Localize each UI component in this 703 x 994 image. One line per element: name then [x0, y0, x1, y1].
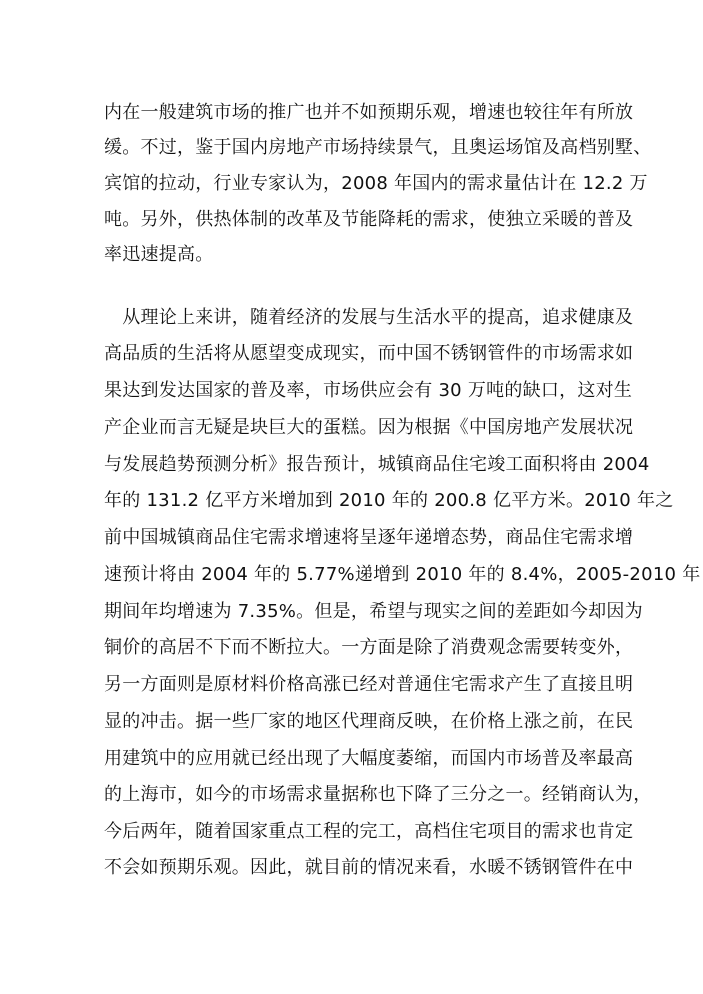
paragraph-2-line-6: 年的 131.2 亿平方米增加到 2010 年的 200.8 亿平方米。2010 年之 — [104, 490, 674, 511]
paragraph-2-line-13: 用建筑中的应用就已经出现了大幅度萎缩，而国内市场普及率最高 — [104, 748, 634, 769]
paragraph-2-line-2: 高品质的生活将从愿望变成现实，而中国不锈钢管件的市场需求如 — [104, 343, 634, 364]
paragraph-2-line-7: 前中国城镇商品住宅需求增速将呈逐年递增态势，商品住宅需求增 — [104, 527, 634, 548]
paragraph-1-line-1: 内在一般建筑市场的推广也并不如预期乐观，增速也较往年有所放 — [104, 102, 634, 123]
paragraph-2-line-10: 铜价的高居不下而不断拉大。一方面是除了消费观念需要转变外， — [104, 637, 634, 658]
paragraph-1-line-2: 缓。不过，鉴于国内房地产市场持续景气，且奥运场馆及高档别墅、 — [104, 137, 652, 158]
paragraph-2-line-11: 另一方面则是原材料价格高涨已经对普通住宅需求产生了直接且明 — [104, 674, 634, 695]
paragraph-1-line-3: 宾馆的拉动，行业专家认为，2008 年国内的需求量估计在 12.2 万 — [104, 173, 648, 194]
paragraph-2-line-5: 与发展趋势预测分析》报告预计，城镇商品住宅竣工面积将由 2004 — [104, 454, 650, 475]
paragraph-1-line-5: 率迅速提高。 — [104, 244, 214, 265]
paragraph-2-line-14: 的上海市，如今的市场需求量据称也下降了三分之一。经销商认为， — [104, 784, 652, 805]
paragraph-2-line-8: 速预计将由 2004 年的 5.77%递增到 2010 年的 8.4%，2005-2010 年 — [104, 564, 701, 585]
paragraph-2-line-1: 从理论上来讲，随着经济的发展与生活水平的提高，追求健康及 — [104, 307, 634, 328]
paragraph-2-line-12: 显的冲击。据一些厂家的地区代理商反映，在价格上涨之前，在民 — [104, 711, 634, 732]
paragraph-2-line-3: 果达到发达国家的普及率，市场供应会有 30 万吨的缺口，这对生 — [104, 380, 633, 401]
paragraph-2-line-15: 今后两年，随着国家重点工程的完工，高档住宅项目的需求也肯定 — [104, 821, 634, 842]
paragraph-1-line-4: 吨。另外，供热体制的改革及节能降耗的需求，使独立采暖的普及 — [104, 209, 634, 230]
paragraph-2-line-16: 不会如预期乐观。因此，就目前的情况来看，水暖不锈钢管件在中 — [104, 857, 634, 878]
paragraph-2-line-9: 期间年均增速为 7.35%。但是，希望与现实之间的差距如今却因为 — [104, 601, 643, 622]
paragraph-2-line-4: 产企业而言无疑是块巨大的蛋糕。因为根据《中国房地产发展状况 — [104, 417, 634, 438]
